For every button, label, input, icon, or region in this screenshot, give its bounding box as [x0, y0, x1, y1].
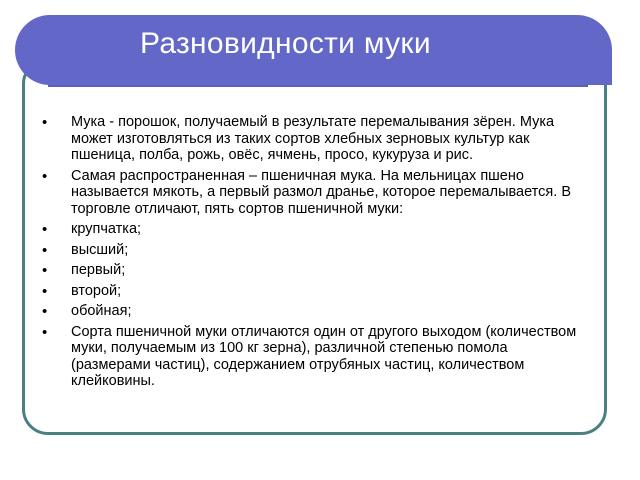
list-item — [42, 283, 582, 300]
list-item-text: Самая распространенная – пшеничная мука. На мельницах пшено называется мякоть, а первый размол дранье, которое перемалывается. В торговле отличают, пять сортов пшеничной муки: — [71, 167, 571, 217]
list-item — [42, 168, 582, 218]
list-item — [42, 262, 582, 279]
title-underline — [48, 85, 588, 87]
list-item-text: второй; — [71, 282, 122, 299]
list-item-text: первый; — [71, 262, 126, 278]
slide-title: Разновидности муки — [140, 27, 431, 60]
bullet-icon: • — [42, 167, 48, 185]
list-item-text: Сорта пшеничной муки отличаются один от другого выходом (количеством муки, получаемым из 100 кг зерна), различной степенью помола (размерами частиц), содержанием отрубяных частиц, количеством клейковины. — [71, 323, 577, 389]
list-item — [42, 324, 582, 390]
list-item — [42, 221, 582, 238]
bullet-icon: • — [42, 323, 48, 341]
list-item — [42, 114, 582, 164]
list-item — [42, 303, 582, 320]
bullet-icon: • — [42, 114, 48, 131]
bullet-icon: • — [42, 241, 48, 259]
bullet-icon: • — [42, 221, 48, 238]
list-item-text: крупчатка; — [71, 221, 142, 237]
list-item-text: обойная; — [71, 303, 132, 319]
list-item-text: Мука - порошок, получаемый в результате перемалывания зёрен. Мука может изготовляться из таких сортов хлебных зерновых культур как пшеница, полба, рожь, овёс, ячмень, просо, кукуруза и рис. — [71, 114, 555, 163]
list-item — [42, 242, 582, 259]
list-item-text: высший; — [71, 241, 129, 258]
bullet-icon: • — [42, 282, 48, 300]
bullet-list — [42, 114, 582, 394]
bullet-icon: • — [42, 262, 48, 279]
bullet-icon: • — [42, 303, 48, 320]
